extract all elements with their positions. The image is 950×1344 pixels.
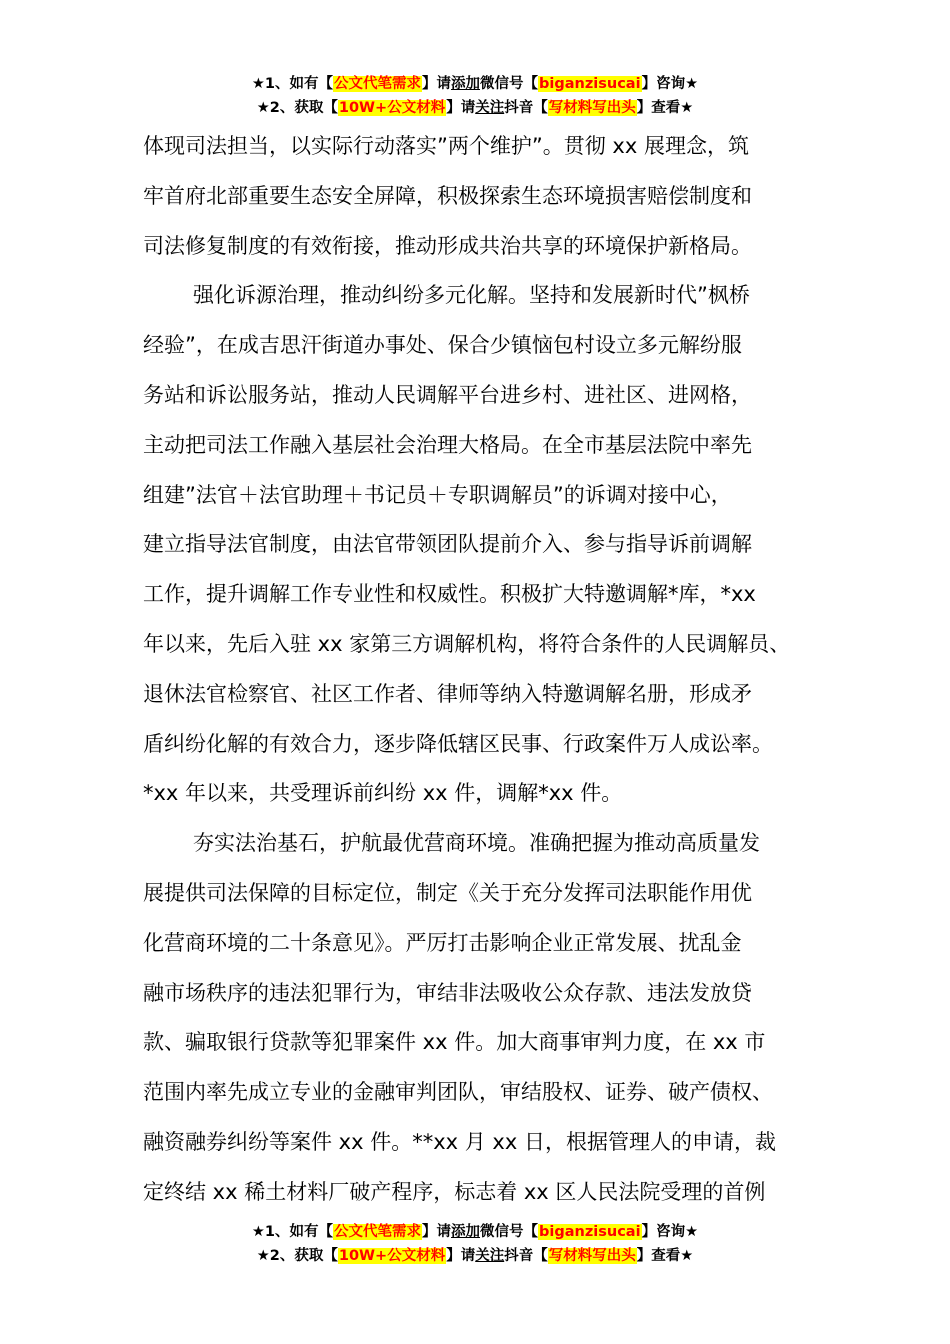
footer-banner bbox=[0, 1220, 950, 1268]
body-line: 主动把司法工作融入基层社会治理大格局。在全市基层法院中率先 bbox=[143, 432, 752, 457]
banner-text: 微信号【 bbox=[480, 1224, 539, 1240]
banner-text: 】请 bbox=[446, 100, 476, 116]
banner-highlight: 公文代笔需求 bbox=[334, 1224, 422, 1240]
banner-underline: 添加 bbox=[451, 76, 481, 92]
body-line: 体现司法担当，以实际行动落实”两个维护”。贯彻 xx 展理念，筑 bbox=[143, 134, 749, 158]
banner-text: 微信号【 bbox=[480, 76, 539, 92]
banner-highlight: 写材料写出头 bbox=[548, 100, 636, 116]
body-line: 款、骗取银行贷款等犯罪案件 xx 件。加大商事审判力度，在 xx 市 bbox=[143, 1030, 766, 1055]
body-line: 化营商环境的二十条意见》。严厉打击影响企业正常发展、扰乱金 bbox=[143, 930, 742, 955]
banner-line-1 bbox=[0, 1220, 950, 1244]
banner-text: 】请 bbox=[422, 76, 452, 92]
body-line: 强化诉源治理，推动纠纷多元化解。坚持和发展新时代”枫桥 bbox=[193, 283, 750, 308]
banner-text: 抖音【 bbox=[504, 100, 548, 116]
body-line: 退休法官检察官、社区工作者、律师等纳入特邀调解名册，形成矛 bbox=[143, 681, 752, 706]
body-line: 盾纠纷化解的有效合力，逐步降低辖区民事、行政案件万人成讼率。 bbox=[143, 731, 773, 756]
banner-highlight: biganzisucai bbox=[539, 76, 641, 92]
banner-line-1 bbox=[0, 72, 950, 96]
body-line: 夯实法治基石，护航最优营商环境。准确把握为推动高质量发 bbox=[193, 831, 760, 856]
banner-text: ★1、如有【 bbox=[251, 76, 334, 92]
banner-text: ★2、获取【 bbox=[256, 100, 338, 116]
body-line: 展提供司法保障的目标定位，制定《关于充分发挥司法职能作用优 bbox=[143, 880, 752, 905]
header-banner bbox=[0, 72, 950, 120]
body-line: 年以来，先后入驻 xx 家第三方调解机构，将符合条件的人民调解员、 bbox=[143, 631, 791, 656]
body-line: 组建”法官＋法官助理＋书记员＋专职调解员”的诉调对接中心， bbox=[143, 482, 732, 507]
banner-highlight: 公文代笔需求 bbox=[334, 76, 422, 92]
banner-highlight: 10W+公文材料 bbox=[338, 100, 446, 116]
body-line: 务站和诉讼服务站，推动人民调解平台进乡村、进社区、进网格， bbox=[143, 382, 752, 407]
body-line: 范围内率先成立专业的金融审判团队，审结股权、证券、破产债权、 bbox=[143, 1080, 773, 1105]
banner-text: 抖音【 bbox=[504, 1248, 548, 1264]
body-line: 融市场秩序的违法犯罪行为，审结非法吸收公众存款、违法发放贷 bbox=[143, 980, 752, 1005]
banner-text: 】咨询★ bbox=[641, 1224, 699, 1240]
body-line: 定终结 xx 稀土材料厂破产程序，标志着 xx 区人民法院受理的首例 bbox=[143, 1179, 766, 1204]
banner-text: ★1、如有【 bbox=[251, 1224, 334, 1240]
banner-text: 】查看★ bbox=[636, 1248, 694, 1264]
body-line: 经验”，在成吉思汗街道办事处、保合少镇恼包村设立多元解纷服 bbox=[143, 333, 742, 358]
body-line: 建立指导法官制度，由法官带领团队提前介入、参与指导诉前调解 bbox=[143, 532, 752, 557]
banner-underline: 添加 bbox=[451, 1224, 481, 1240]
banner-highlight: 10W+公文材料 bbox=[338, 1248, 446, 1264]
banner-text: 】咨询★ bbox=[641, 76, 699, 92]
banner-line-2 bbox=[0, 1244, 950, 1268]
body-line: 融资融券纠纷等案件 xx 件。**xx 月 xx 日，根据管理人的申请，裁 bbox=[143, 1129, 776, 1154]
banner-text: ★2、获取【 bbox=[256, 1248, 338, 1264]
banner-highlight: biganzisucai bbox=[539, 1224, 641, 1240]
banner-line-2 bbox=[0, 96, 950, 120]
body-line: 工作，提升调解工作专业性和权威性。积极扩大特邀调解*库，*xx bbox=[143, 582, 756, 607]
body-line: 牢首府北部重要生态安全屏障，积极探索生态环境损害赔偿制度和 bbox=[143, 183, 752, 208]
banner-underline: 关注 bbox=[475, 100, 505, 116]
banner-text: 】请 bbox=[446, 1248, 476, 1264]
document-body bbox=[143, 122, 823, 1218]
banner-highlight: 写材料写出头 bbox=[548, 1248, 636, 1264]
body-line: *xx 年以来，共受理诉前纠纷 xx 件，调解*xx 件。 bbox=[143, 781, 623, 806]
banner-underline: 关注 bbox=[475, 1248, 505, 1264]
body-line: 司法修复制度的有效衔接，推动形成共治共享的环境保护新格局。 bbox=[143, 233, 752, 258]
banner-text: 】查看★ bbox=[636, 100, 694, 116]
banner-text: 】请 bbox=[422, 1224, 452, 1240]
